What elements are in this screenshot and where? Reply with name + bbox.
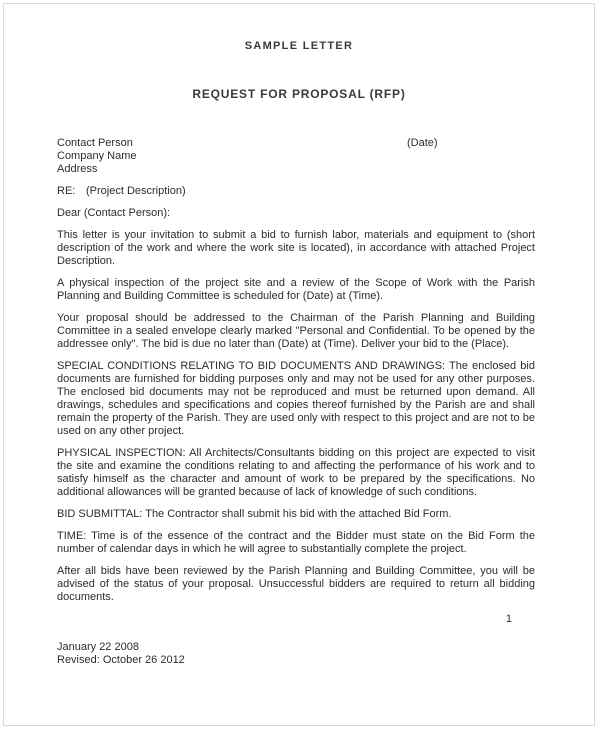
paragraph-invitation: This letter is your invitation to submit a bid to furnish labor, materials and equipment to (short description of the work and where the work site is located), in accordance with attached Project Description.	[57, 229, 535, 267]
re-value: (Project Description)	[86, 185, 186, 197]
doc-subtitle: REQUEST FOR PROPOSAL (RFP)	[192, 87, 406, 101]
paragraph-bid-submittal: BID SUBMITTAL: The Contractor shall submit his bid with the attached Bid Form.	[57, 508, 452, 520]
salutation: Dear (Contact Person):	[57, 207, 171, 219]
paragraph-physical-inspection: PHYSICAL INSPECTION: All Architects/Consultants bidding on this project are expected to visit the site and examine the conditions relating to and affecting the performance of his work and to satisfy himself as the character and amount of work to be prepared by the specifications. No additional allowances will be granted because of lack of knowledge of such conditions.	[57, 447, 535, 498]
recipient-company: Company Name	[57, 150, 137, 162]
paragraph-inspection-schedule: A physical inspection of the project site and a review of the Scope of Work with the Parish Planning and Building Committee is scheduled for (Date) at (Time).	[57, 277, 535, 302]
recipient-address: Address	[57, 163, 98, 175]
page-number: 1	[505, 613, 512, 625]
doc-title: SAMPLE LETTER	[244, 40, 354, 52]
paragraph-proposal-address: Your proposal should be addressed to the Chairman of the Parish Planning and Building Committee in a sealed envelope clearly marked "Personal and Confidential. To be opened by the addressee only". The bid is due no later than (Date) at (Time). Deliver your bid to the (Place).	[57, 312, 535, 350]
letter-date: (Date)	[407, 137, 438, 149]
footer-revised-date: Revised: October 26 2012	[57, 654, 185, 666]
re-label: RE:	[57, 185, 76, 197]
footer-created-date: January 22 2008	[57, 641, 139, 653]
footer-dates	[57, 641, 535, 667]
recipient-contact: Contact Person	[57, 137, 133, 149]
letter-body	[57, 137, 535, 667]
paragraph-time: TIME: Time is of the essence of the contract and the Bidder must state on the Bid Form the number of calendar days in which he will agree to substantially complete the project.	[57, 530, 535, 555]
recipient-block	[57, 137, 535, 176]
letter-page	[3, 3, 595, 726]
paragraph-review: After all bids have been reviewed by the Parish Planning and Building Committee, you will be advised of the status of your proposal. Unsuccessful bidders are required to return all bidding documents.	[57, 565, 535, 603]
recipient-line	[57, 137, 535, 150]
re-line	[57, 185, 535, 198]
paragraph-special-conditions: SPECIAL CONDITIONS RELATING TO BID DOCUMENTS AND DRAWINGS: The enclosed bid documents are furnished for bidding purposes only and may not be used for any other purposes. The enclosed bid documents may not be reproduced and must be returned upon demand. All drawings, schedules and specifications and copies thereof furnished by the Parish are and shall remain the property of the Parish. They are used only with respect to this project and are not to be used on any other project.	[57, 360, 535, 437]
